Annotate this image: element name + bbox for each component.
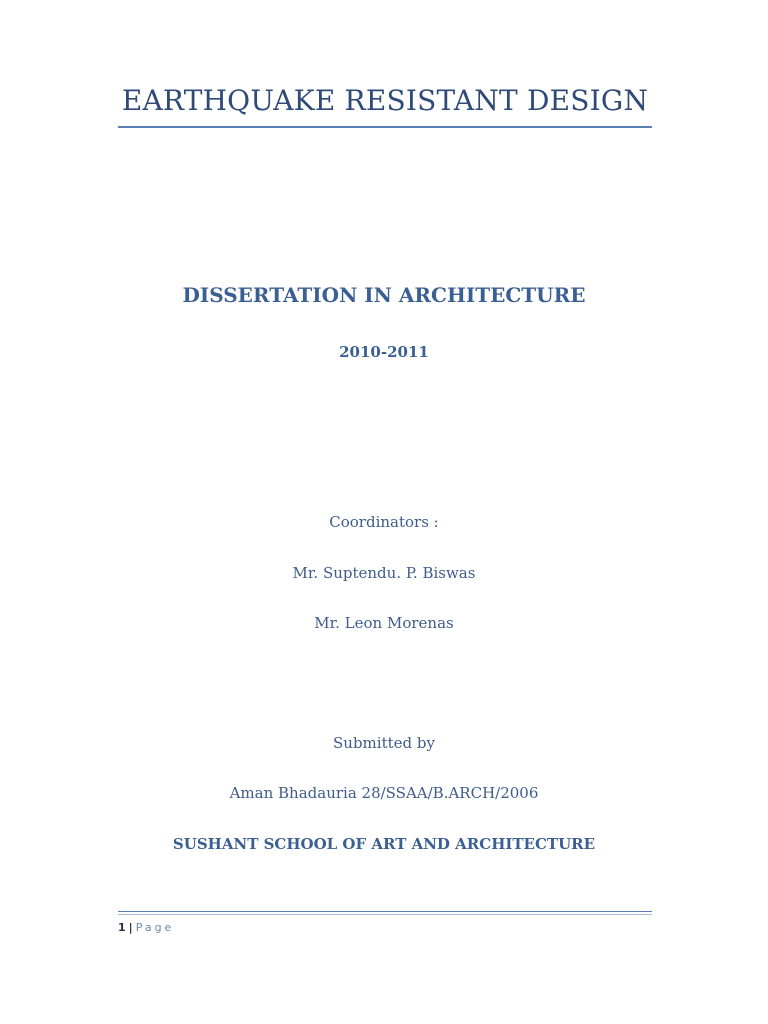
page-label: Page [135, 921, 175, 934]
coordinator-name: Mr. Suptendu. P. Biswas [292, 564, 476, 582]
coordinators-label: Coordinators : [329, 513, 439, 531]
academic-years: 2010-2011 [339, 343, 429, 361]
footer-rule [118, 911, 652, 912]
coordinator-name: Mr. Leon Morenas [314, 614, 454, 632]
title-underline [118, 126, 652, 128]
student-name: Aman Bhadauria 28/SSAA/B.ARCH/2006 [229, 784, 539, 802]
document-subtitle: DISSERTATION IN ARCHITECTURE [182, 283, 586, 307]
footer-separator: | [128, 921, 133, 934]
page-footer [118, 921, 174, 934]
page-number: 1 [118, 921, 126, 934]
footer-rule-light [118, 914, 652, 915]
institution-name: SUSHANT SCHOOL OF ART AND ARCHITECTURE [172, 835, 596, 853]
submitted-by-label: Submitted by [333, 734, 435, 752]
document-title: EARTHQUAKE RESISTANT DESIGN [121, 84, 649, 117]
